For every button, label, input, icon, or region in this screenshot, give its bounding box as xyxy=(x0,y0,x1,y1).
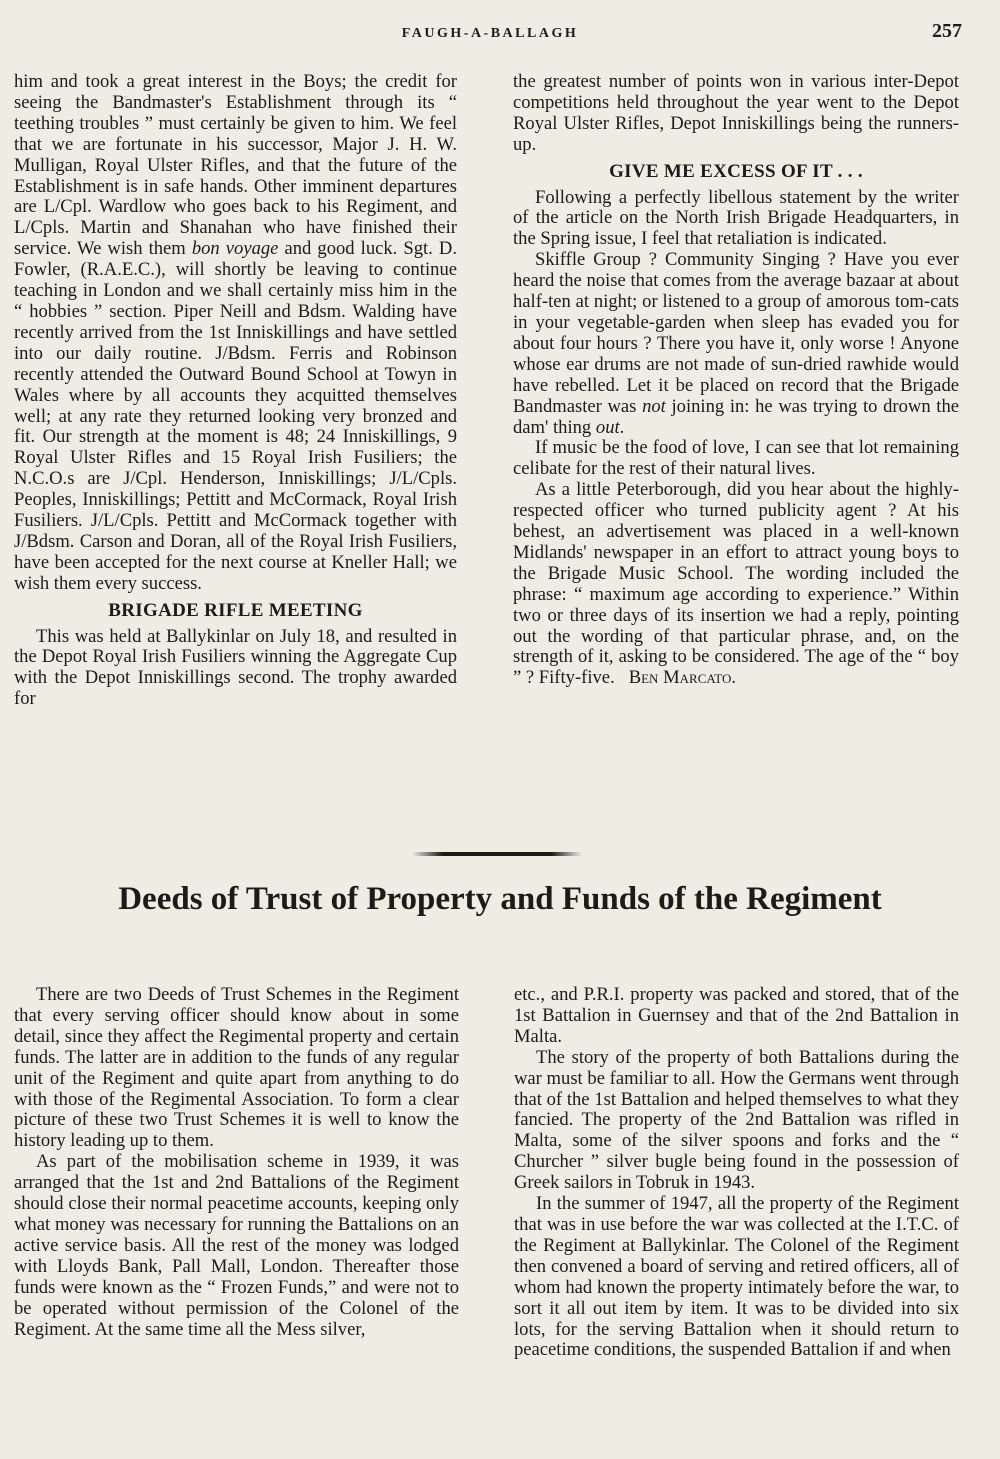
italic-word-not: not xyxy=(642,395,666,417)
italic-word-out: out xyxy=(595,416,620,438)
section-heading-rifle-meeting: BRIGADE RIFLE MEETING xyxy=(108,599,363,621)
libel-paragraph: Following a perfectly libellous statement by the writer of the article on the North Irish Brigade Headquarters, in the Spring issue, I feel that retaliation is indicated. xyxy=(513,186,959,250)
music-paragraph: If music be the food of love, I can see that lot remaining celibate for the rest of their natural lives. xyxy=(513,437,959,480)
page-number: 257 xyxy=(932,20,962,42)
running-head: FAUGH-A-BALLAGH xyxy=(401,26,579,41)
summer-1947-paragraph: In the summer of 1947, all the property of the Regiment that was in use before the war was collected at the I.T.C. of the Regiment at Ballykinlar. The Colonel of the Regiment then convened a board of serving and retired officers, all of whom had known the property intimately before the war, to sort it all out item by item. It was to be divided into six lots, for the serving Battalion when it should return to peacetime conditions, the suspended Battalion if and when xyxy=(514,1193,959,1361)
article-right-column xyxy=(514,985,959,1361)
top-left-column xyxy=(14,72,457,710)
author-signature: Ben Marcato. xyxy=(628,667,737,689)
top-right-column xyxy=(513,72,959,689)
competition-paragraph: the greatest number of points won in various inter-Depot competitions held throughout the year went to the Depot Royal Ulster Rifles, Depot Inniskillings being the runners-up. xyxy=(513,71,959,155)
article-left-column xyxy=(14,985,459,1340)
mobilisation-paragraph: As part of the mobilisation scheme in 1939, it was arranged that the 1st and 2nd Battalions of the Regiment should close their normal peacetime accounts, keeping only what money was necessary for running the Battalions on an active service basis. All the rest of the money was lodged with Lloyds Bank, Pall Mall, London. Thereafter those funds were known as the “ Frozen Funds,” and were not to be operated without permission of the Colonel of the Regiment. At the same time all the Mess silver, xyxy=(14,1151,459,1340)
section-heading-excess: GIVE ME EXCESS OF IT . . . xyxy=(609,160,863,182)
italic-phrase: bon voyage xyxy=(191,238,279,260)
article-intro-paragraph: There are two Deeds of Trust Schemes in the Regiment that every serving officer should know about in some detail, since they affect the Regimental property and certain funds. The latter are in addition to the funds of any regular unit of the Regiment and quite apart from anything to do with those of the Regimental Association. To form a clear picture of these two Trust Schemes it is well to know the history leading up to them. xyxy=(14,984,459,1152)
property-stored-paragraph: etc., and P.R.I. property was packed and stored, that of the 1st Battalion in Guernsey and that of the 2nd Battalion in Malta. xyxy=(514,984,959,1047)
page-header xyxy=(0,18,1000,48)
peterborough-paragraph: As a little Peterborough, did you hear about the highly-respected officer who turned publicity agent ? At his behest, an advertisement was placed in a well-known Midlands' newspaper in an effort to attract young boys to the Brigade Music School. The wording included the phrase: “ maximum age according to experience.” Within two or three days of its insertion we had a reply, pointing out the wording of that particular phrase, and, on the strength of it, asking to be considered. The age of the “ boy ” ? Fifty-five. Ben Marcato. xyxy=(513,479,959,689)
skiffle-paragraph: Skiffle Group ? Community Singing ? Have you ever heard the noise that comes from the average bazaar at about half-ten at night; or listened to a group of amorous tom-cats in your vegetable-garden when sleep has evaded you for about four hours ? There you have it, only worse ! Anyone whose ear drums are not made of sun-dried rawhide would have rebelled. Let it be placed on record that the Brigade Bandmaster was not joining in: he was trying to drown the dam' thing out. xyxy=(513,249,959,438)
section-divider-rule xyxy=(412,852,582,856)
band-school-paragraph: him and took a great interest in the Boys; the credit for seeing the Bandmaster's Establishment through its “ teething troubles ” must certainly be given to him. We feel that we are fortunate in his successor, Major J. H. W. Mulligan, Royal Ulster Rifles, and that the future of the Establishment is in safe hands. Other imminent departures are L/Cpl. Wardlow who goes back to his Regiment, and L/Cpls. Martin and Shanahan who have finished their service. We wish them bon voyage and good luck. Sgt. D. Fowler, (R.A.E.C.), will shortly be leaving to continue teaching in London and we shall certainly miss him in the “ hobbies ” section. Piper Neill and Bdsm. Walding have recently arrived from the 1st Inniskillings and have settled into our daily routine. J/Bdsm. Ferris and Robinson recently attended the Outward Bound School at Towyn in Wales where by all accounts they acquitted themselves well; at any rate they returned looking very bronzed and fit. Our strength at the moment is 48; 24 Inniskillings, 9 Royal Ulster Rifles and 15 Royal Irish Fusiliers; the N.C.O.s are J/Cpl. Henderson, Inniskillings; J/L/Cpls. Peoples, Inniskillings; Pettitt and McCormack, Royal Irish Fusiliers. J/L/Cpls. Pettitt and McCormack together with J/Bdsm. Carson and Doran, all of the Royal Irish Fusiliers, have been accepted for the next course at Kneller Hall; we wish them every success. xyxy=(14,71,457,594)
war-story-paragraph: The story of the property of both Battalions during the war must be familiar to all. How the Germans went through that of the 1st Battalion and helped themselves to what they fancied. The property of the 2nd Battalion was rifled in Malta, some of the silver spoons and forks and the “ Churcher ” silver bugle being found in the possession of Greek sailors in Tobruk in 1943. xyxy=(514,1046,959,1194)
rifle-meeting-paragraph: This was held at Ballykinlar on July 18, and resulted in the Depot Royal Irish Fusiliers winning the Aggregate Cup with the Depot Inniskillings second. The trophy awarded for xyxy=(14,625,457,710)
article-title: Deeds of Trust of Property and Funds of the Regiment xyxy=(118,881,882,917)
